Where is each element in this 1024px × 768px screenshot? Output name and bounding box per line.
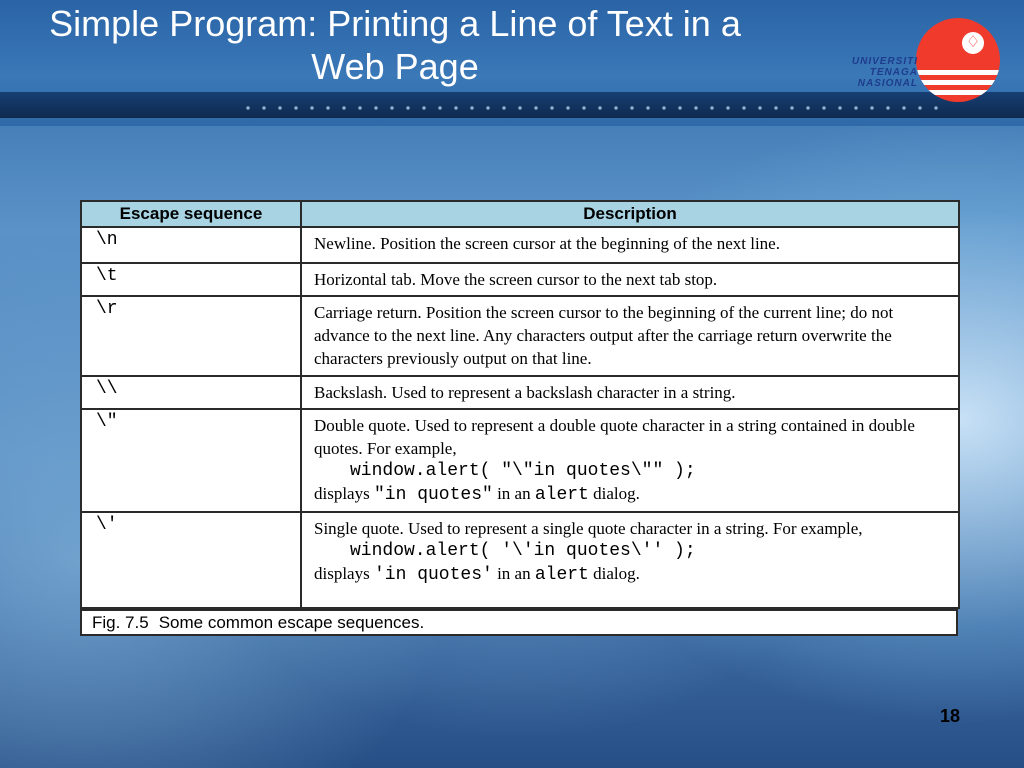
description-cell: Backslash. Used to represent a backslash character in a string.: [301, 376, 959, 409]
description-text: Double quote. Used to represent a double quote character in a string contained in double quotes. For example,: [314, 416, 915, 458]
description-cell: Newline. Position the screen cursor at the beginning of the next line.: [301, 227, 959, 263]
escape-sequence-table: [80, 200, 960, 609]
logo-text-line2: TENAGA: [869, 67, 918, 78]
description-cell: [301, 512, 959, 608]
displays-label: displays: [314, 564, 370, 583]
logo-text-line1: UNIVERSITI: [851, 56, 918, 67]
escape-sequence-table-container: [80, 200, 958, 634]
in-an-label: in an: [497, 484, 531, 503]
page-number: 18: [939, 706, 961, 726]
alert-keyword: alert: [534, 485, 589, 505]
slide-title: [0, 2, 790, 88]
university-logo: [818, 14, 1008, 106]
slide-title-line2: Web Page: [311, 46, 479, 87]
escape-sequence-cell: \": [81, 409, 301, 512]
displays-value: 'in quotes': [373, 565, 493, 585]
description-cell: Horizontal tab. Move the screen cursor to the next tab stop.: [301, 263, 959, 296]
dialog-label: dialog.: [593, 564, 640, 583]
description-cell: [301, 409, 959, 512]
escape-sequence-cell: \t: [81, 263, 301, 296]
description-text: Single quote. Used to represent a single quote character in a string. For example,: [314, 519, 863, 538]
code-example: window.alert( '\'in quotes\'' );: [350, 541, 696, 561]
alert-keyword: alert: [534, 565, 589, 585]
table-row: [81, 296, 959, 376]
table-row: [81, 409, 959, 512]
table-row: [81, 227, 959, 263]
logo-emblem-icon: ♢: [962, 32, 984, 54]
description-cell: Carriage return. Position the screen cursor to the beginning of the current line; do not advance to the next line. Any characters output after the carriage return overwrite the characters previously output on that line.: [301, 296, 959, 376]
column-header-escape-sequence: Escape sequence: [81, 201, 301, 227]
code-example: window.alert( "\"in quotes\"" );: [350, 461, 696, 481]
in-an-label: in an: [497, 564, 531, 583]
table-header-row: [81, 201, 959, 227]
table-row: [81, 263, 959, 296]
escape-sequence-cell: \': [81, 512, 301, 608]
column-header-description: Description: [301, 201, 959, 227]
escape-sequence-cell: \r: [81, 296, 301, 376]
displays-label: displays: [314, 484, 370, 503]
logo-text: [818, 56, 918, 89]
logo-text-line3: NASIONAL: [857, 78, 918, 89]
figure-caption: [80, 609, 958, 636]
displays-line: [314, 482, 948, 507]
table-row: [81, 512, 959, 608]
escape-sequence-cell: \\: [81, 376, 301, 409]
displays-line: [314, 562, 948, 587]
slide-title-line1: Simple Program: Printing a Line of Text in a: [49, 3, 741, 44]
figure-number: Fig. 7.5: [92, 613, 149, 632]
table-row: [81, 376, 959, 409]
escape-sequence-cell: \n: [81, 227, 301, 263]
dialog-label: dialog.: [593, 484, 640, 503]
logo-circle-icon: [916, 18, 1000, 102]
figure-caption-text: Some common escape sequences.: [158, 613, 425, 632]
displays-value: "in quotes": [373, 485, 493, 505]
